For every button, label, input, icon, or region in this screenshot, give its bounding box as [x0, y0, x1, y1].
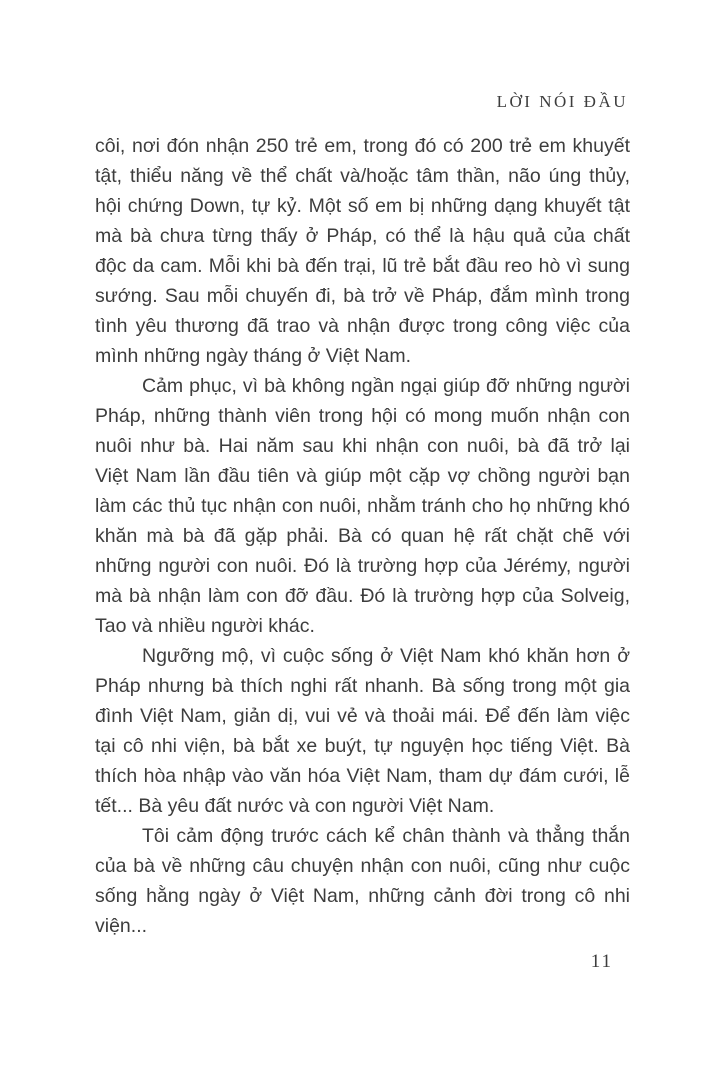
page-number: 11 [590, 951, 613, 972]
running-header: LỜI NÓI ĐẦU [496, 92, 628, 111]
paragraph: côi, nơi đón nhận 250 trẻ em, trong đó có 200 trẻ em khuyết tật, thiểu năng về thể chất và/hoặc tâm thần, não úng thủy, hội chứng Down, tự kỷ. Một số em bị những dạng khuyết tật mà bà chưa từng thấy ở Pháp, có thể là hậu quả của chất độc da cam. Mỗi khi bà đến trại, lũ trẻ bắt đầu reo hò vì sung sướng. Sau mỗi chuyến đi, bà trở về Pháp, đắm mình trong tình yêu thương đã trao và nhận được trong công việc của mình những ngày tháng ở Việt Nam. [95, 135, 630, 367]
paragraph: Cảm phục, vì bà không ngần ngại giúp đỡ những người Pháp, những thành viên trong hội có mong muốn nhận con nuôi như bà. Hai năm sau khi nhận con nuôi, bà đã trở lại Việt Nam lần đầu tiên và giúp một cặp vợ chồng người bạn làm các thủ tục nhận con nuôi, nhằm tránh cho họ những khó khăn mà bà đã gặp phải. Bà có quan hệ rất chặt chẽ với những người con nuôi. Đó là trường hợp của Jérémy, người mà bà nhận làm con đỡ đầu. Đó là trường hợp của Solveig, Tao và nhiều người khác. [95, 375, 630, 637]
paragraph: Tôi cảm động trước cách kể chân thành và thẳng thắn của bà về những câu chuyện nhận con nuôi, cũng như cuộc sống hằng ngày ở Việt Nam, những cảnh đời trong cô nhi viện... [95, 825, 630, 937]
body-text [95, 131, 630, 941]
paragraph: Ngưỡng mộ, vì cuộc sống ở Việt Nam khó khăn hơn ở Pháp nhưng bà thích nghi rất nhanh. Bà sống trong một gia đình Việt Nam, giản dị, vui vẻ và thoải mái. Để đến làm việc tại cô nhi viện, bà bắt xe buýt, tự nguyện học tiếng Việt. Bà thích hòa nhập vào văn hóa Việt Nam, tham dự đám cưới, lễ tết... Bà yêu đất nước và con người Việt Nam. [95, 645, 630, 817]
